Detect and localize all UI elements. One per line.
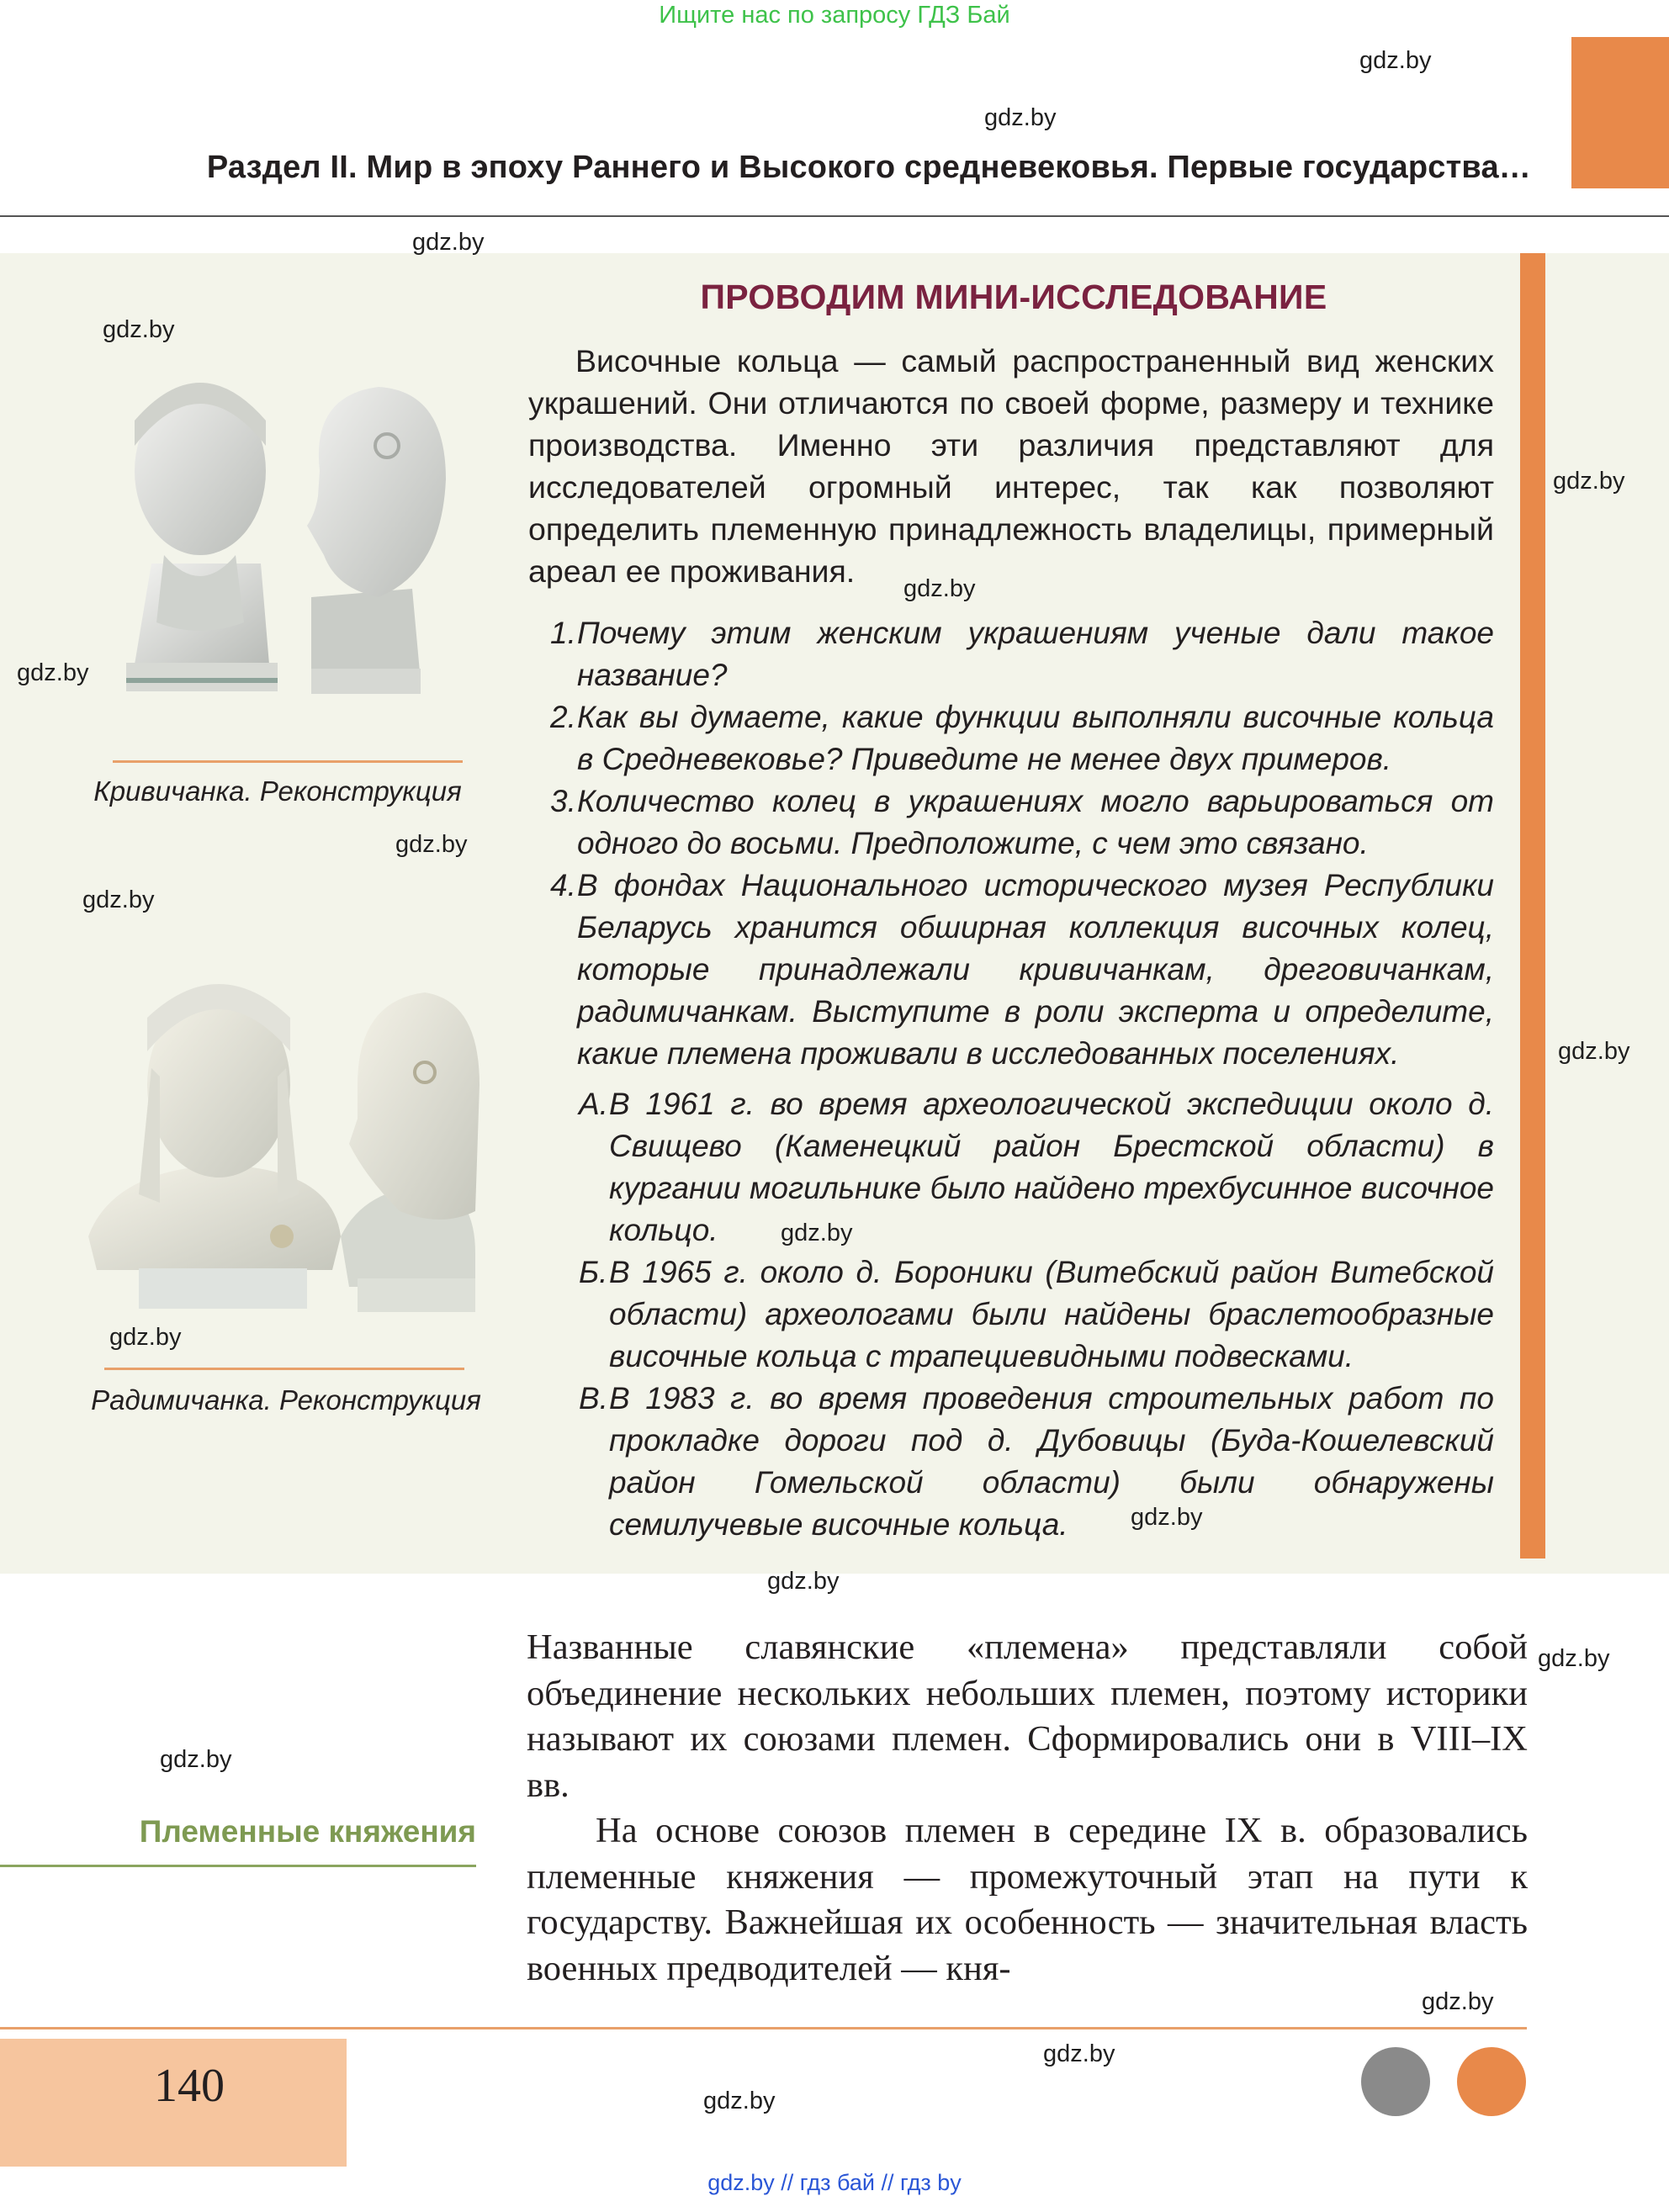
question-number: 2.	[550, 700, 576, 734]
question-text: Количество колец в украшениях могло варьироваться от одного до восьми. Предположите, с чем это связано.	[577, 784, 1494, 860]
question-text: Как вы думаете, какие функции выполняли височные кольца в Средневековье? Приведите не менее двух примеров.	[577, 700, 1494, 776]
question-item	[550, 612, 1494, 696]
watermark: gdz.by	[1359, 47, 1432, 74]
question-text: В фондах Национального исторического музея Республики Беларусь хранится обширная коллекция височных колец, которые принадлежали кривичанкам, дреговичанкам, радимичанкам. Выступите в роли эксперта и определите, какие племена проживали в исследованных поселениях.	[577, 868, 1494, 1071]
sidebar-heading: Племенные княжения	[139, 1814, 476, 1849]
sub-item	[579, 1378, 1494, 1546]
research-intro: Височные кольца — самый распространенный вид женских украшений. Они отличаются по своей форме, размеру и технике производства. Именно эти различия представляют для исследователей огромный интерес, так как позволяют определить племенную принадлежность владелицы, примерный ареал ее проживания.	[528, 343, 1494, 589]
question-item	[550, 696, 1494, 781]
caption-rule	[104, 1368, 464, 1370]
sub-item-text: В 1961 г. во время археологической экспедиции около д. Свищево (Каменецкий район Брестской области) в кургании могильнике было найдено трехбусинное височное кольцо.	[609, 1087, 1494, 1247]
orange-dot-icon	[1457, 2047, 1526, 2116]
main-text	[527, 1625, 1528, 1992]
watermark: gdz.by	[903, 575, 976, 602]
watermark: gdz.by	[109, 1324, 182, 1351]
main-paragraph: На основе союзов племен в середине IX в. образовались племенные княжения — промежуточный этап на пути к государству. Важнейшая их особенность — значительная власть военных предводителей — кня-	[527, 1811, 1528, 1988]
orange-corner-tab	[1571, 37, 1669, 188]
watermark: gdz.by	[703, 2088, 776, 2114]
research-box-accent-bar	[1520, 253, 1545, 1558]
watermark: gdz.by	[160, 1746, 232, 1773]
gray-dot-icon	[1361, 2047, 1430, 2116]
watermark: gdz.by	[1422, 1988, 1494, 2015]
sub-item-text: В 1965 г. около д. Бороники (Витебский район Витебской области) археологами были найдены браслетообразные височные кольца с трапециевидными подвесками.	[609, 1255, 1494, 1373]
krivichanka-caption: Кривичанка. Реконструкция	[93, 775, 462, 807]
watermark: gdz.by	[412, 229, 485, 256]
research-title: ПРОВОДИМ МИНИ-ИССЛЕДОВАНИЕ	[700, 278, 1327, 316]
caption-rule	[113, 760, 463, 763]
sub-item	[579, 1252, 1494, 1378]
question-number: 3.	[550, 784, 576, 818]
top-banner[interactable]: Ищите нас по запросу ГДЗ Бай	[659, 2, 1010, 29]
watermark: gdz.by	[781, 1220, 853, 1246]
watermark: gdz.by	[1553, 468, 1625, 495]
watermark: gdz.by	[1538, 1645, 1610, 1672]
section-header: Раздел II. Мир в эпоху Раннего и Высокого средневековья. Первые государства…	[206, 150, 1531, 185]
watermark: gdz.by	[395, 831, 468, 858]
question-item	[550, 781, 1494, 865]
bottom-rule	[0, 2027, 1527, 2029]
watermark: gdz.by	[767, 1568, 840, 1595]
main-paragraph: Названные славянские «племена» представляли собой объединение нескольких небольших племен, поэтому историки называют их союзами племен. Сформировались они в VIII–IX вв.	[527, 1627, 1528, 1805]
watermark: gdz.by	[1558, 1038, 1630, 1065]
sidebar-rule	[0, 1865, 476, 1867]
watermark: gdz.by	[103, 316, 175, 343]
watermark: gdz.by	[984, 104, 1057, 131]
footer-links[interactable]: gdz.by // гдз бай // гдз by	[707, 2170, 962, 2195]
page-number: 140	[154, 2060, 225, 2112]
sub-item-letter: Б.	[579, 1255, 608, 1289]
sub-item-letter: В.	[579, 1381, 608, 1416]
header-rule	[0, 215, 1669, 217]
sub-item-text: В 1983 г. во время проведения строительных работ по прокладке дороги под д. Дубовицы (Буда-Кошелевский район Гомельской области) были обнаружены семилучевые височные кольца.	[609, 1381, 1494, 1542]
watermark: gdz.by	[17, 659, 89, 686]
radimichanka-bust-photo	[80, 959, 484, 1320]
question-number: 4.	[550, 868, 576, 902]
question-item	[550, 865, 1494, 1075]
watermark: gdz.by	[1043, 2040, 1115, 2067]
krivichanka-bust-photo	[101, 345, 471, 715]
sub-item-letter: А.	[579, 1087, 608, 1121]
question-text: Почему этим женским украшениям ученые дали такое название?	[577, 616, 1494, 692]
sub-item	[579, 1083, 1494, 1252]
watermark: gdz.by	[1131, 1504, 1203, 1531]
watermark: gdz.by	[82, 886, 155, 913]
question-number: 1.	[550, 616, 576, 650]
radimichanka-caption: Радимичанка. Реконструкция	[91, 1384, 481, 1416]
